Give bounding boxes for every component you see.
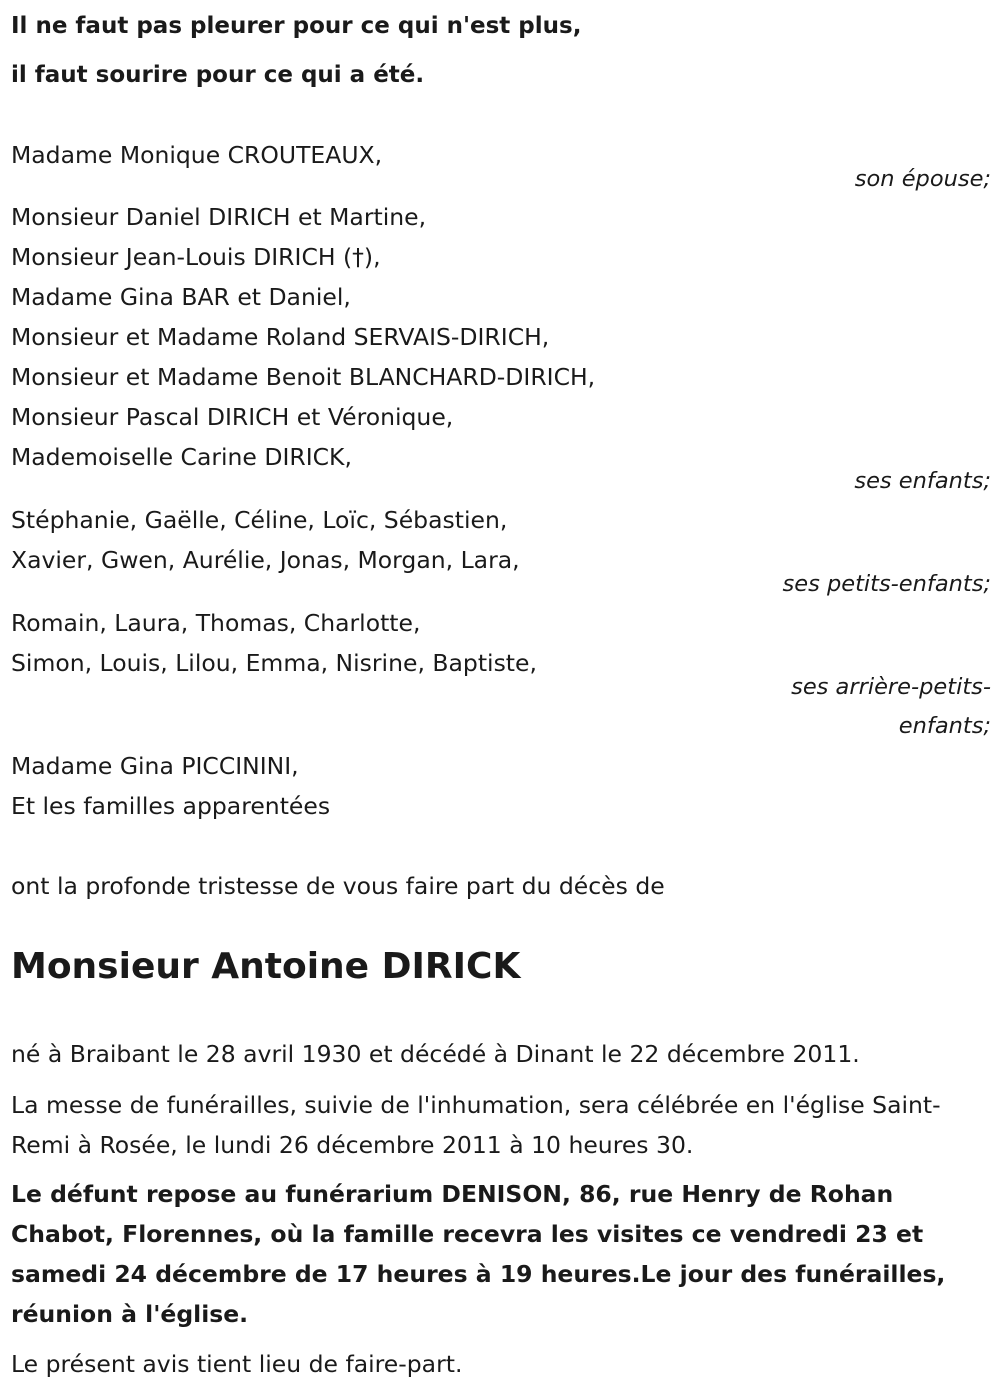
child-name: Monsieur et Madame Benoit BLANCHARD-DIRICH, xyxy=(11,363,596,391)
child-name: Madame Gina BAR et Daniel, xyxy=(11,283,351,311)
closing-text: Le présent avis tient lieu de faire-part. xyxy=(11,1350,463,1378)
grandchildren-names: Stéphanie, Gaëlle, Céline, Loïc, Sébastien, xyxy=(11,506,508,534)
child-name: Monsieur Pascal DIRICH et Véronique, xyxy=(11,403,454,431)
great-grandchildren-role: ses arrière-petits- xyxy=(791,674,991,700)
announcement-text: ont la profonde tristesse de vous faire part du décès de xyxy=(11,872,665,900)
child-name: Monsieur Jean-Louis DIRICH (†), xyxy=(11,243,381,271)
child-name: Mademoiselle Carine DIRICK, xyxy=(11,443,352,471)
spouse-role: son épouse; xyxy=(854,166,991,192)
spouse-name: Madame Monique CROUTEAUX, xyxy=(11,141,383,169)
grandchildren-role: ses petits-enfants; xyxy=(782,571,991,597)
visitation-text: Le défunt repose au funérarium DENISON, 86, rue Henry de Rohan Chabot, Florennes, où la famille recevra les visites ce vendredi 23 et samedi 24 décembre de 17 heures à 19 heures.Le jour des funérailles, réunion à l'église. xyxy=(11,1180,946,1328)
great-grandchildren-names: Simon, Louis, Lilou, Emma, Nisrine, Baptiste, xyxy=(11,649,537,677)
great-grandchildren-names: Romain, Laura, Thomas, Charlotte, xyxy=(11,609,421,637)
quote-line-1: Il ne faut pas pleurer pour ce qui n'est plus, xyxy=(11,13,582,39)
great-grandchildren-role-cont: enfants; xyxy=(898,713,991,739)
children-role: ses enfants; xyxy=(854,468,991,494)
child-name: Monsieur Daniel DIRICH et Martine, xyxy=(11,203,427,231)
birth-death-text: né à Braibant le 28 avril 1930 et décédé à Dinant le 22 décembre 2011. xyxy=(11,1040,860,1068)
other-family-name: Madame Gina PICCININI, xyxy=(11,752,299,780)
deceased-name: Monsieur Antoine DIRICK xyxy=(11,946,521,987)
funeral-text: La messe de funérailles, suivie de l'inhumation, sera célébrée en l'église Saint-Remi à Rosée, le lundi 26 décembre 2011 à 10 heures 30. xyxy=(11,1091,941,1159)
other-family-name: Et les familles apparentées xyxy=(11,792,331,820)
quote-line-2: il faut sourire pour ce qui a été. xyxy=(11,62,425,88)
grandchildren-names: Xavier, Gwen, Aurélie, Jonas, Morgan, Lara, xyxy=(11,546,520,574)
child-name: Monsieur et Madame Roland SERVAIS-DIRICH, xyxy=(11,323,550,351)
